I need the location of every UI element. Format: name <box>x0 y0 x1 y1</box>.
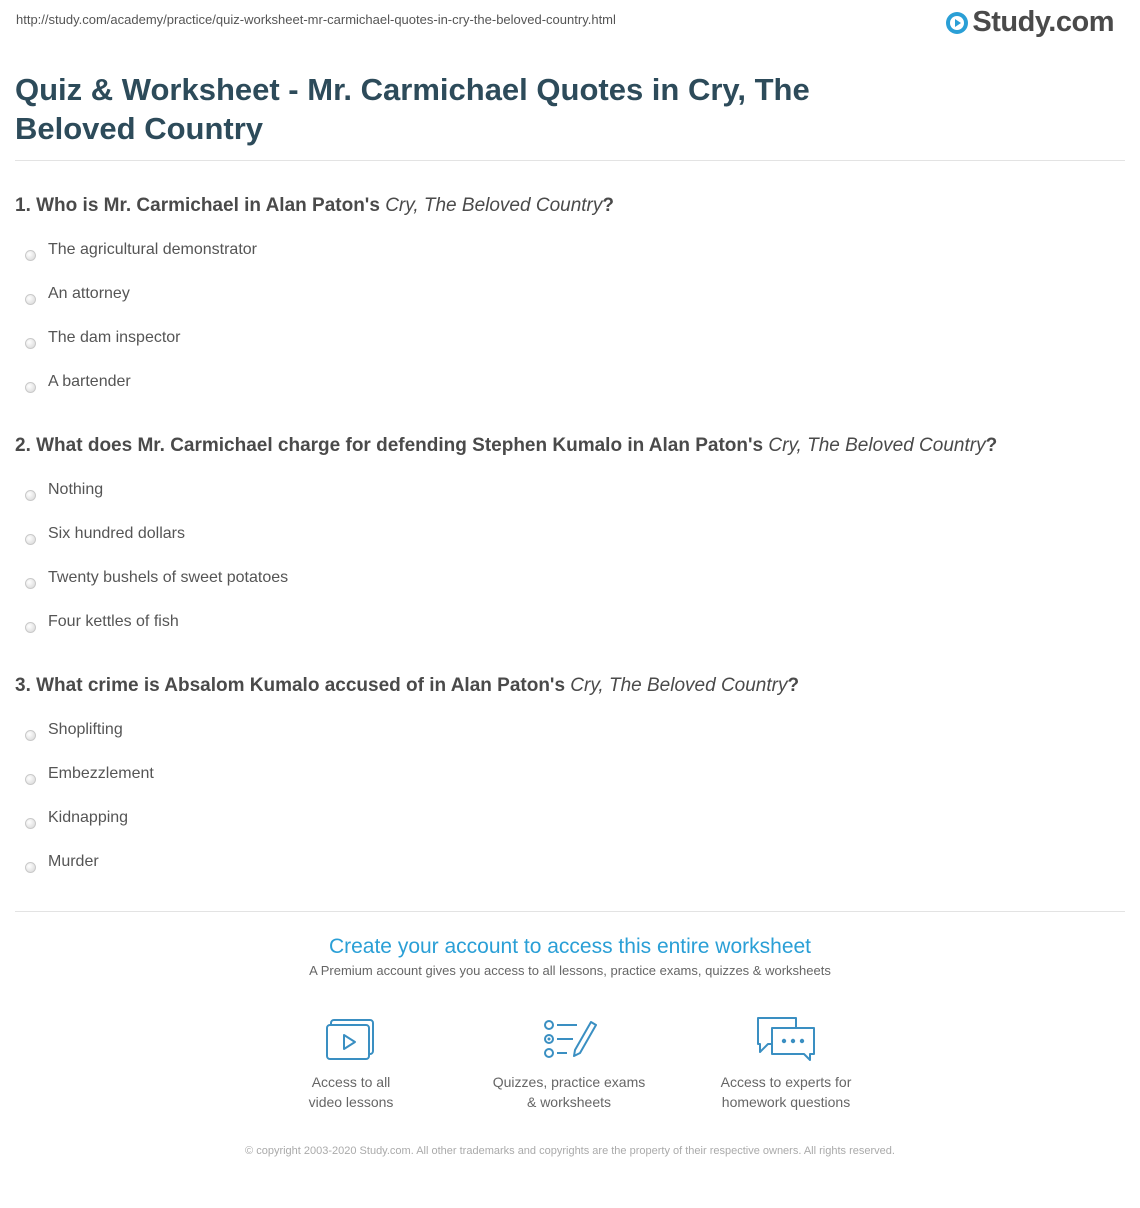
feature-line: & worksheets <box>526 1094 612 1110</box>
copyright-notice: © copyright 2003-2020 Study.com. All other trademarks and copyrights are the property of their respective owners. All rights reserved. <box>245 1145 895 1157</box>
radio-button-icon[interactable] <box>25 818 36 829</box>
option-label: Nothing <box>48 481 104 498</box>
question-text <box>15 432 1125 460</box>
book-title: Cry, The Beloved Country <box>768 435 986 456</box>
page-url: http://study.com/academy/practice/quiz-worksheet-mr-carmichael-quotes-in-cry-the-beloved-country.html <box>16 12 616 27</box>
option-label: A bartender <box>48 373 131 390</box>
premium-description: A Premium account gives you access to all lessons, practice exams, quizzes & worksheets <box>309 963 831 978</box>
page-title: Quiz & Worksheet - Mr. Carmichael Quotes in Cry, The Beloved Country <box>15 72 810 146</box>
answer-options <box>15 234 1125 410</box>
feature-line: Access to all <box>311 1074 391 1090</box>
option-label: The agricultural demonstrator <box>48 241 257 258</box>
radio-button-icon[interactable] <box>25 774 36 785</box>
feature-line: Quizzes, practice exams <box>492 1074 646 1090</box>
answer-option[interactable] <box>15 366 1125 410</box>
radio-button-icon[interactable] <box>25 730 36 741</box>
answer-option[interactable] <box>15 518 1125 562</box>
divider <box>15 160 1125 161</box>
radio-button-icon[interactable] <box>25 622 36 633</box>
feature-experts <box>686 1016 886 1112</box>
answer-option[interactable] <box>15 802 1125 846</box>
question-prefix: 3. What crime is Absalom Kumalo accused of in Alan Paton's <box>15 675 571 696</box>
question-suffix: ? <box>985 435 998 456</box>
book-title: Cry, The Beloved Country <box>570 675 788 696</box>
radio-button-icon[interactable] <box>25 490 36 501</box>
feature-line: homework questions <box>721 1094 851 1110</box>
create-account-link[interactable]: Create your account to access this entire worksheet <box>328 935 812 958</box>
answer-option[interactable] <box>15 278 1125 322</box>
feature-line: Access to experts for <box>720 1074 852 1090</box>
question-suffix: ? <box>787 675 800 696</box>
quiz-checklist-icon <box>541 1016 597 1062</box>
radio-button-icon[interactable] <box>25 294 36 305</box>
question-prefix: 1. Who is Mr. Carmichael in Alan Paton's <box>15 195 386 216</box>
option-label: Shoplifting <box>48 721 123 738</box>
radio-button-icon[interactable] <box>25 862 36 873</box>
answer-options <box>15 714 1125 890</box>
divider <box>15 911 1125 912</box>
option-label: Murder <box>48 853 99 870</box>
answer-option[interactable] <box>15 758 1125 802</box>
radio-button-icon[interactable] <box>25 250 36 261</box>
play-circle-icon <box>945 11 969 35</box>
question-3 <box>15 672 1125 890</box>
radio-button-icon[interactable] <box>25 382 36 393</box>
option-label: Kidnapping <box>48 809 129 826</box>
option-label: Four kettles of fish <box>48 613 179 630</box>
video-lessons-icon <box>325 1016 377 1062</box>
question-2 <box>15 432 1125 650</box>
study-logo[interactable] <box>945 6 1114 39</box>
radio-button-icon[interactable] <box>25 534 36 545</box>
option-label: Six hundred dollars <box>48 525 185 542</box>
answer-options <box>15 474 1125 650</box>
answer-option[interactable] <box>15 474 1125 518</box>
feature-video-lessons <box>251 1016 451 1112</box>
option-label: The dam inspector <box>48 329 181 346</box>
question-prefix: 2. What does Mr. Carmichael charge for defending Stephen Kumalo in Alan Paton's <box>15 435 769 456</box>
answer-option[interactable] <box>15 234 1125 278</box>
question-1 <box>15 192 1125 410</box>
signup-prompt <box>0 933 1140 978</box>
answer-option[interactable] <box>15 322 1125 366</box>
radio-button-icon[interactable] <box>25 578 36 589</box>
answer-option[interactable] <box>15 562 1125 606</box>
logo-text: Study.com <box>972 6 1114 38</box>
radio-button-icon[interactable] <box>25 338 36 349</box>
option-label: Embezzlement <box>48 765 154 782</box>
feature-quizzes <box>469 1016 669 1112</box>
option-label: Twenty bushels of sweet potatoes <box>48 569 289 586</box>
question-text <box>15 672 1125 700</box>
question-suffix: ? <box>602 195 614 216</box>
option-label: An attorney <box>48 285 130 302</box>
chat-bubbles-icon <box>754 1016 818 1062</box>
answer-option[interactable] <box>15 714 1125 758</box>
question-text <box>15 192 1125 220</box>
book-title: Cry, The Beloved Country <box>385 195 603 216</box>
feature-line: video lessons <box>308 1094 394 1110</box>
answer-option[interactable] <box>15 846 1125 890</box>
answer-option[interactable] <box>15 606 1125 650</box>
